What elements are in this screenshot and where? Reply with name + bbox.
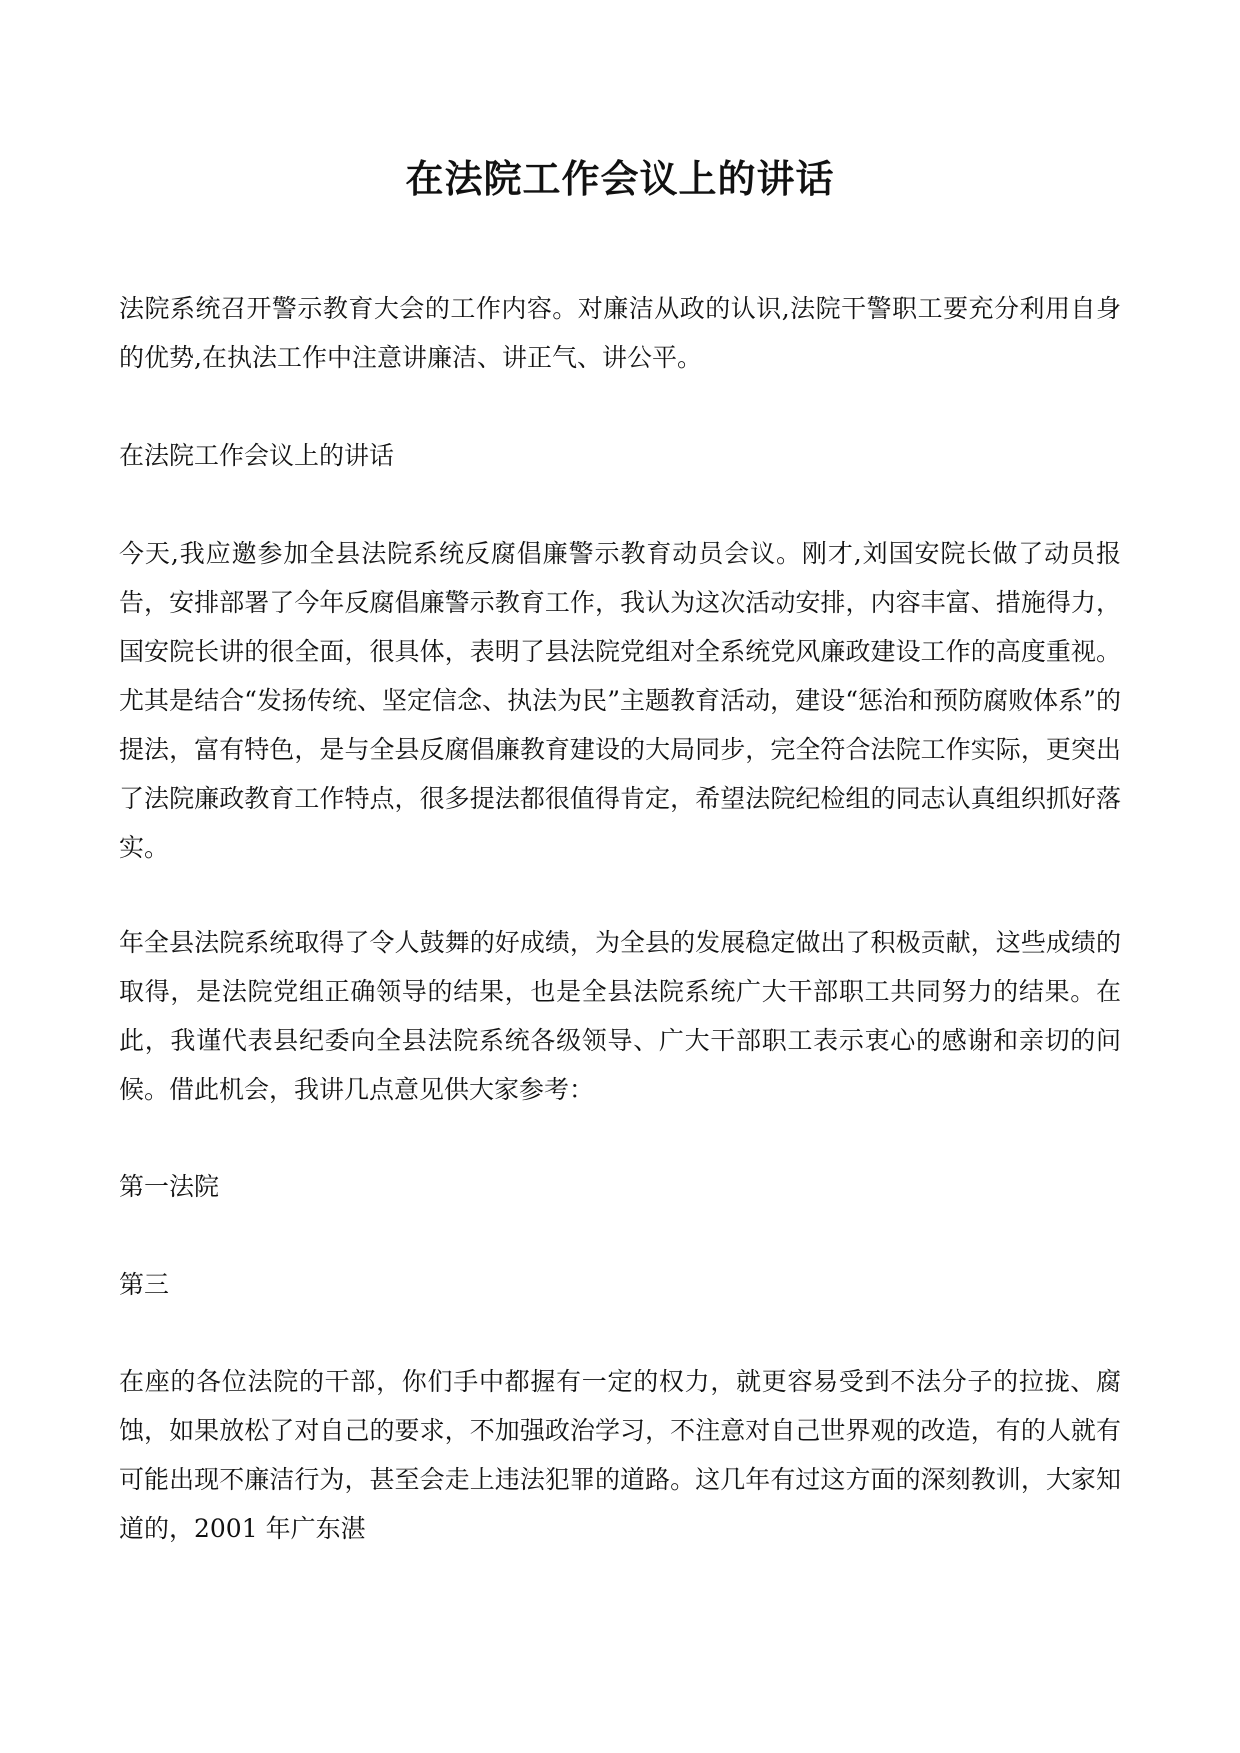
paragraph-third: 第三 — [119, 1270, 170, 1299]
paragraph-first-court: 第一法院 — [119, 1172, 220, 1201]
paragraph-subtitle: 在法院工作会议上的讲话 — [119, 441, 395, 470]
paragraph-opening: 今天,我应邀参加全县法院系统反腐倡廉警示教育动员会议。刚才,刘国安院长做了动员报告，安排部署了今年反腐倡廉警示教育工作，我认为这次活动安排，内容丰富、措施得力，国安院长讲的很全面，很具体，表明了县法院党组对全系统党风廉政建设工作的高度重视。尤其是结合“发扬传统、坚定信念、执法为民”主题教育活动，建设“惩治和预防腐败体系”的提法，富有特色，是与全县反腐倡廉教育建设的大局同步，完全符合法院工作实际，更突出了法院廉政教育工作特点，很多提法都很值得肯定，希望法院纪检组的同志认真组织抓好落实。 — [119, 539, 1121, 862]
paragraph-achievements: 年全县法院系统取得了令人鼓舞的好成绩，为全县的发展稳定做出了积极贡献，这些成绩的取得，是法院党组正确领导的结果，也是全县法院系统广大干部职工共同努力的结果。在此，我谨代表县纪委向全县法院系统各级领导、广大干部职工表示衷心的感谢和亲切的问候。借此机会，我讲几点意见供大家参考： — [119, 928, 1121, 1104]
paragraph-summary: 法院系统召开警示教育大会的工作内容。对廉洁从政的认识,法院干警职工要充分利用自身的优势,在执法工作中注意讲廉洁、讲正气、讲公平。 — [119, 294, 1121, 372]
paragraph-warning: 在座的各位法院的干部，你们手中都握有一定的权力，就更容易受到不法分子的拉拢、腐蚀，如果放松了对自己的要求，不加强政治学习，不注意对自己世界观的改造，有的人就有可能出现不廉洁行为，甚至会走上违法犯罪的道路。这几年有过这方面的深刻教训，大家知道的，2001 年广东湛 — [119, 1367, 1121, 1543]
document-title: 在法院工作会议上的讲话 — [405, 156, 835, 201]
